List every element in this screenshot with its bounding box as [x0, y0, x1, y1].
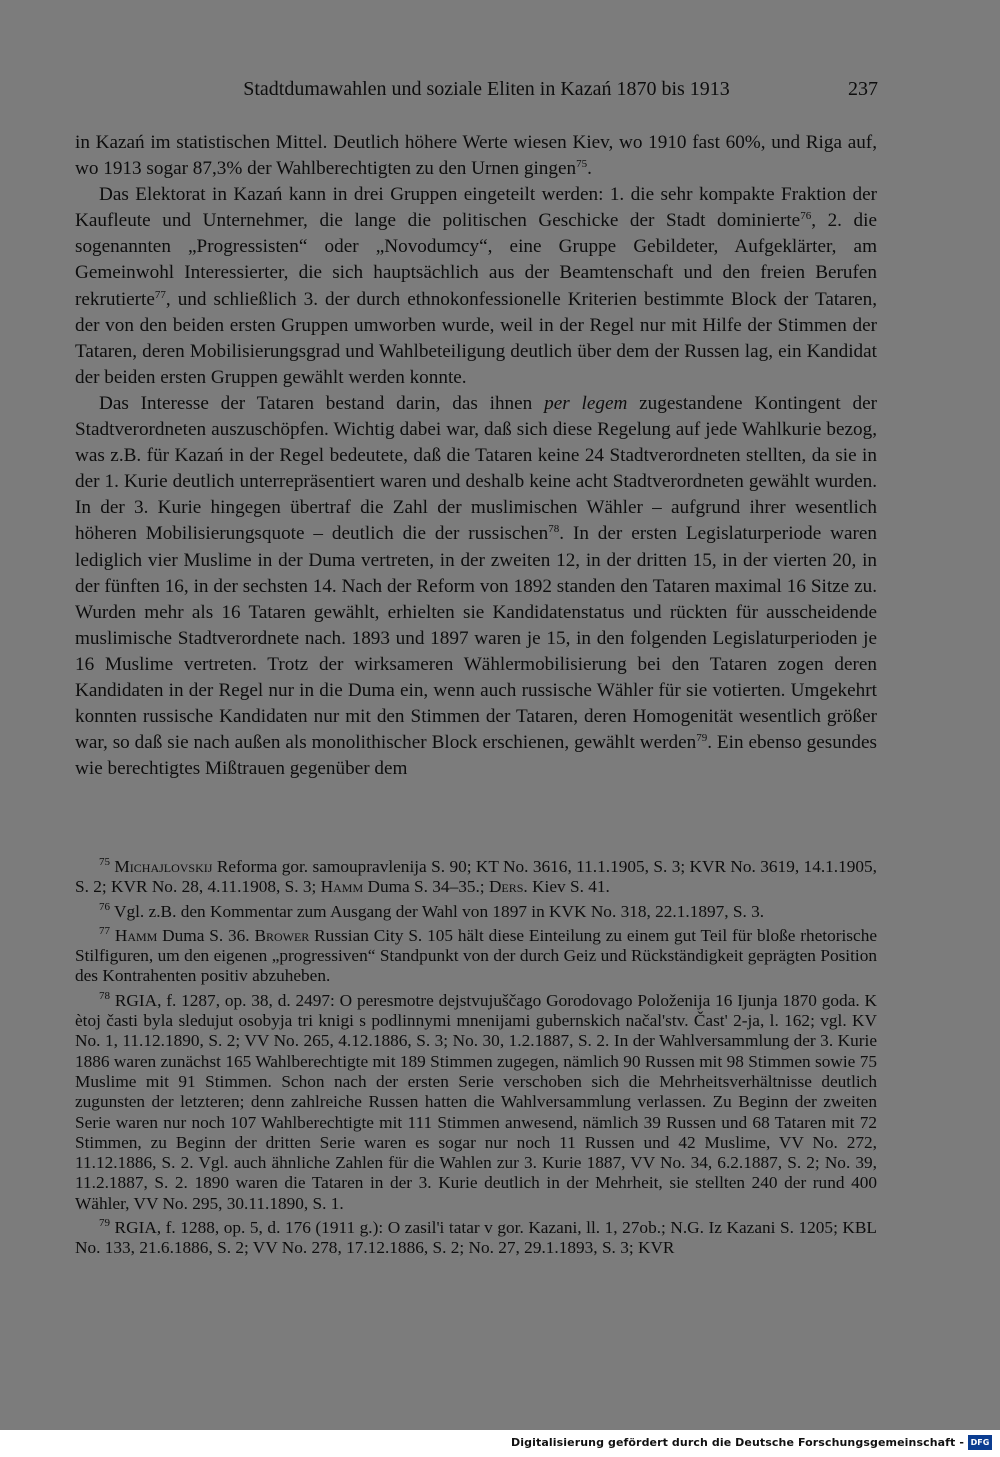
- page-number: 237: [848, 78, 878, 100]
- text-run: Reforma gor. samoupravlenija S. 90; KT No. 3616, 11.1.1905, S. 3; KVR No. 3619, 14.1.1905, S. 2; KVR No. 28, 4.11.1908, S. 3;: [75, 857, 877, 897]
- text-run: in Kazań im statistischen Mittel. Deutlich höhere Werte wiesen Kiev, wo 1910 fast 60%, und Riga auf, wo 1913 sogar 87,3% der Wahlberechtigten zu den Urnen gingen: [75, 132, 877, 180]
- running-header: [75, 78, 878, 104]
- author-name: Hamm: [320, 877, 364, 897]
- footnote-ref-76: 76: [800, 210, 812, 223]
- footnote-number: 77: [99, 924, 110, 937]
- main-text: [75, 130, 877, 782]
- text-run: RGIA, f. 1288, op. 5, d. 176 (1911 g.): O zasil'i tatar v gor. Kazani, ll. 1, 27ob.; N.G. Iz Kazani S. 1205; KBL No. 133, 21.6.1886, S. 2; VV No. 278, 17.12.1886, S. 2; No. 27, 29.1.1893, S. 3; KVR: [75, 1218, 877, 1258]
- paragraph-3: [75, 391, 877, 782]
- footnote-ref-79: 79: [696, 732, 708, 745]
- footnote-number: 76: [99, 900, 110, 913]
- text-run: Das Elektorat in Kazań kann in drei Gruppen eingeteilt werden: 1. die sehr kompakte Fraktion der Kaufleute und Unternehmer, die lange die politischen Geschicke der Stadt dominierte: [75, 184, 877, 232]
- text-run: RGIA, f. 1287, op. 38, d. 2497: O peresmotre dejstvujuščago Gorodovago Položenija 16 Ijunja 1870 goda. K ètoj časti byla sledujut osobyja tri knigi s podlinnymi mnenijami gubernskich načal'stv. Čast' 2-ja, l. 162; vgl. KV No. 1, 11.12.1890, S. 2; VV No. 265, 4.12.1886, S. 3; No. 30, 1.2.1887, S. 2. In der Wahlversammlung der 3. Kurie 1886 waren zunächst 165 Wahlberechtigte mit 189 Stimmen zugegen, nämlich 90 Russen mit 98 Stimmen sowie 75 Muslime mit 91 Stimmen. Schon nach der ersten Serie verschoben sich die Mehrheitsverhältnisse deutlich zugunsten der letzteren; denn zahlreiche Russen hatten die Wahlversammlung verlassen. Zu Beginn der zweiten Serie waren nur noch 107 Wahlberechtigte mit 111 Stimmen anwesend, nämlich 39 Russen und 68 Tataren mit 72 Stimmen, zu Beginn der dritten Serie waren es sogar nur noch 11 Russen und 42 Muslime, VV No. 272, 11.12.1886, S. 2. Vgl. auch ähnliche Zahlen für die Wahlen zur 3. Kurie 1887, VV No. 34, 6.2.1887, S. 2; No. 39, 11.2.1887, S. 2. 1890 waren die Tataren in der 3. Kurie deutlich in der Mehrheit, sie stellten 240 der rund 400 Wähler, VV No. 295, 30.11.1890, S. 1.: [75, 990, 877, 1213]
- italic-term: per legem: [544, 392, 628, 414]
- digitization-footer: [0, 1430, 1000, 1457]
- paragraph-1: [75, 130, 877, 182]
- text-run: zugestandene Kontingent der Stadtverordneten auszuschöpfen. Wichtig dabei war, daß sich diese Regelung auf jede Wahlkurie bezog, was z.B. für Kazań in der Regel bedeutete, daß die Tataren keine 24 Stadtverordneten stellten, da sie in der 1. Kurie deutlich unterrepräsentiert waren und deshalb keine acht Stadtverordneten gewählt wurden. In der 3. Kurie hingegen übertraf die Zahl der muslimischen Wähler – aufgrund ihrer wesentlich höheren Mobilisierungsquote – deutlich die der russischen: [75, 392, 877, 545]
- text-run: .: [587, 158, 592, 180]
- text-run: Duma S. 34–35.;: [363, 877, 489, 897]
- footnote-78: [75, 991, 877, 1214]
- text-run: Vgl. z.B. den Kommentar zum Ausgang der Wahl von 1897 in KVK No. 318, 22.1.1897, S. 3.: [110, 901, 765, 921]
- author-name: Brower: [254, 925, 310, 945]
- footnote-number: 75: [99, 855, 110, 868]
- footnote-76: [75, 902, 877, 922]
- running-title: Stadtdumawahlen und soziale Eliten in Kazań 1870 bis 1913: [243, 78, 730, 100]
- footnotes: [75, 857, 877, 1263]
- text-run: , und schließlich 3. der durch ethnokonfessionelle Kriterien bestimmte Block der Tataren, der von den beiden ersten Gruppen umworben wurde, weil in der Regel nur mit Hilfe der Stimmen der Tataren, deren Mobilisierungsgrad und Wahlbeteiligung deutlich über dem der Russen lag, ein Kandidat der beiden ersten Gruppen gewählt werden konnte.: [75, 288, 877, 388]
- text-run: , 2. die sogenannten „Progressisten“ oder „Novodumcy“, eine Gruppe Gebildeter, Aufgeklärter, am Gemeinwohl Interessierter, die sich hauptsächlich aus der Beamtenschaft und den freien Berufen rekrutierte: [75, 210, 877, 310]
- text-run: . In der ersten Legislaturperiode waren lediglich vier Muslime in der Duma vertreten, in der zweiten 12, in der dritten 15, in der vierten 20, in der fünften 16, in der sechsten 14. Nach der Reform von 1892 standen den Tataren maximal 16 Sitze zu. Wurden mehr als 16 Tataren gewählt, erhielten sie Kandidatenstatus und rückten für ausscheidende muslimische Stadtverordnete nach. 1893 und 1897 waren je 15, in den folgenden Legislaturperioden je 16 Muslime vertreten. Trotz der wirksameren Wählermobilisierung bei den Tataren zogen deren Kandidaten in der Regel nur in die Duma ein, wenn auch russische Wähler für sie votierten. Umgekehrt konnten russische Kandidaten nur mit den Stimmen der Tataren, deren Homogenität wesentlich größer war, so daß sie nach außen als monolithischer Block erschienen, gewählt werden: [75, 523, 877, 754]
- footnote-ref-75: 75: [576, 157, 588, 170]
- author-name: Michajlovskij: [114, 857, 213, 876]
- footnote-77: [75, 926, 877, 987]
- author-name: Hamm: [114, 925, 158, 945]
- footnote-79: [75, 1218, 877, 1259]
- footnote-number: 79: [99, 1216, 110, 1229]
- text-run: Kiev S. 41.: [527, 877, 610, 897]
- dfg-logo: DFG: [968, 1435, 992, 1450]
- author-name: Ders.: [488, 877, 528, 897]
- footnote-ref-78: 78: [548, 523, 560, 536]
- paragraph-2: [75, 182, 877, 391]
- footnote-number: 78: [99, 989, 110, 1002]
- funding-credit: Digitalisierung gefördert durch die Deutsche Forschungsgemeinschaft -: [511, 1436, 964, 1449]
- footnote-ref-77: 77: [154, 288, 166, 301]
- text-run: . Ein ebenso gesundes wie berechtigtes Mißtrauen gegenüber dem: [75, 732, 877, 780]
- text-run: Duma S. 36.: [157, 925, 255, 945]
- text-run: Russian City S. 105 hält diese Einteilung zu einem gut Teil für bloße rhetorische Stilfiguren, um den eigenen „progressiven“ Standpunkt von der durch Geiz und Rückständigkeit geprägten Position des Kontrahenten positiv abzuheben.: [75, 925, 878, 986]
- footnote-75: [75, 857, 877, 898]
- text-run: Das Interesse der Tataren bestand darin, das ihnen: [99, 392, 545, 414]
